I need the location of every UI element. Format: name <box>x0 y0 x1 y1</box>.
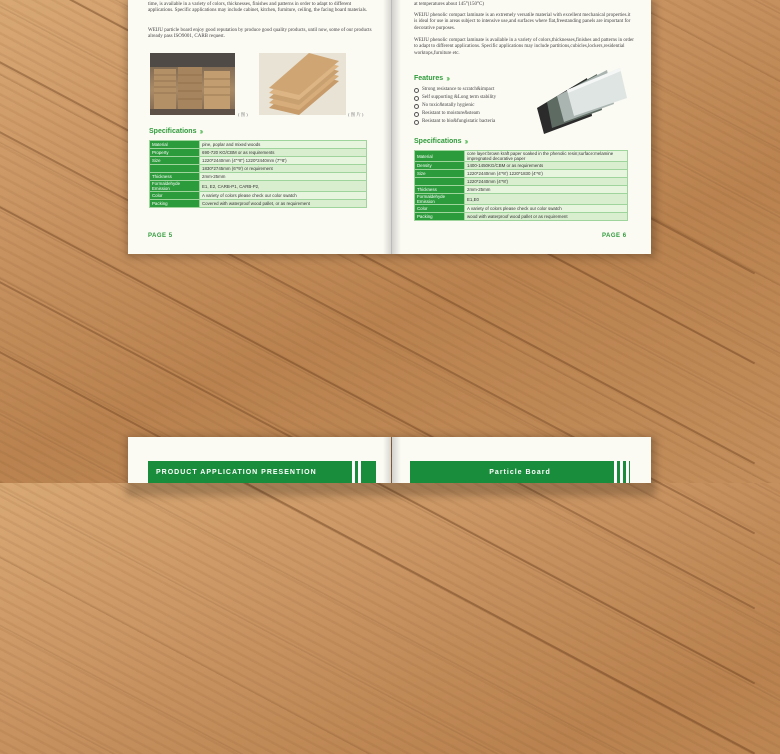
spec-value: A variety of colors please check our color swatch <box>200 192 367 200</box>
photo-caption-2: ( 图 片 ) <box>348 112 364 117</box>
left-specs-table <box>149 140 367 208</box>
bottom-brochure-gutter-shadow <box>383 437 401 483</box>
particle-board-stack-photo <box>259 53 346 115</box>
right-specs-title <box>414 137 466 146</box>
spec-row <box>415 178 628 186</box>
spec-value: 1830*2745mm (6'*9') or requirement <box>200 165 367 173</box>
particle-board-banner-text: Particle Board <box>489 468 551 476</box>
left-intro-text-2: WEIJU particle board enjoy good reputation by produce good quality products, until now, some of our products already pass ISO9001, CARB request. <box>148 28 372 40</box>
spec-key: Formaldehyde Emission <box>150 181 200 192</box>
spec-key: Material <box>415 151 465 162</box>
right-specs-title-text: Specifications <box>414 138 462 145</box>
spec-value: A variety of colors please check our color swatch <box>465 205 628 213</box>
features-title <box>414 74 448 83</box>
spec-value: pine, poplar and mixed woods <box>200 141 367 149</box>
spec-row <box>415 213 628 221</box>
spec-key: Material <box>150 141 200 149</box>
right-intro-text-3: WEIJU phenolic compact laminate is available in a variety of colors,thicknesses,finishes and patterns in order to adapt to different applications. Specific applications may include partitions,cubicles,lockers,residential worktops,furniture etc. <box>414 38 634 56</box>
spec-value: core layer:brown kraft paper soaked in the phenolic resin;surface:melamine impregnated decorative paper <box>465 151 628 162</box>
feature-item: Strong resistance to scratch&impact <box>414 86 496 94</box>
spec-row <box>415 151 628 162</box>
spec-row <box>415 194 628 205</box>
left-intro-text-1: time, is available in a variety of colors, thicknesses, finishes and patterns in order to adapt to different applications. Specific applications may include cabinet, kitchen, furniture, ceiling, the facing board materials. <box>148 2 368 14</box>
right-specs-table <box>414 150 628 221</box>
spec-key: Color <box>415 205 465 213</box>
spec-value: Covered with waterproof wood pallet, or as requirement <box>200 200 367 208</box>
floor-plank-line <box>0 330 755 754</box>
spec-row <box>415 205 628 213</box>
spec-key: Color <box>150 192 200 200</box>
spec-row <box>150 192 367 200</box>
spec-row <box>150 165 367 173</box>
banner-stripe <box>358 461 361 483</box>
spec-key: Formaldehyde Emission <box>415 194 465 205</box>
feature-item: Resistant to bio&fungistatic bacteria <box>414 118 496 126</box>
spec-value: 1400-1450KG/CBM or as requirements <box>465 162 628 170</box>
right-intro-text-1: at temperatures about 145°(150°C) <box>414 2 484 7</box>
chevrons-icon: ››› <box>446 74 449 83</box>
bottom-page-left <box>128 437 391 483</box>
spec-row <box>415 186 628 194</box>
feature-item: No toxic&totally hygienic <box>414 102 496 110</box>
bullet-icon <box>414 112 419 117</box>
spec-value: 2mm-25mm <box>200 173 367 181</box>
features-list <box>414 86 496 126</box>
spec-value: E1,E0 <box>465 194 628 205</box>
photo-caption-1: ( 图 ) <box>238 112 248 117</box>
bullet-icon <box>414 104 419 109</box>
spec-key: Packing <box>415 213 465 221</box>
spec-value: 1220*2440mm (4'*8') <box>465 178 628 186</box>
spec-key: Property <box>150 149 200 157</box>
feature-item: Self supporting &Long term stability <box>414 94 496 102</box>
warehouse-photo <box>150 53 235 115</box>
banner-stripe <box>352 461 355 483</box>
spec-key <box>150 165 200 173</box>
spec-row <box>150 181 367 192</box>
spec-row <box>150 173 367 181</box>
spec-key <box>415 178 465 186</box>
banner-stripe <box>614 461 617 483</box>
bottom-page-right <box>392 437 651 483</box>
right-page-number: PAGE 6 <box>602 233 627 239</box>
bullet-icon <box>414 120 419 125</box>
compact-laminate-panels-image <box>532 68 632 136</box>
spec-key: Thickness <box>150 173 200 181</box>
bullet-icon <box>414 88 419 93</box>
spec-row <box>415 162 628 170</box>
chevrons-icon: ››› <box>199 127 202 136</box>
spec-key: Size <box>150 157 200 165</box>
spec-row <box>415 170 628 178</box>
left-page-number: PAGE 5 <box>148 233 173 239</box>
brochure-page-right <box>392 0 651 254</box>
spec-key: Density <box>415 162 465 170</box>
banner-stripe <box>626 461 629 483</box>
spec-value: 1220*2440mm (4'*8') 1220*1830 (4'*6') <box>465 170 628 178</box>
spec-value: wood with waterproof wood pallet or as requirement <box>465 213 628 221</box>
banner-stripe <box>620 461 623 483</box>
spec-value: E1, E2, CARB-P1, CARB-P2, <box>200 181 367 192</box>
spec-key: Thickness <box>415 186 465 194</box>
spec-value: 1220*2440mm (4"*8") 1220*2440mm (7'*8') <box>200 157 367 165</box>
left-specs-title <box>149 127 201 136</box>
chevrons-icon: ››› <box>464 137 467 146</box>
brochure-gutter-shadow <box>383 0 401 254</box>
right-intro-text-2: WEIJU phenolic compact laminate is an extremely versatile material with excellent mechanical properties.it is ideal for use in areas subject to intensive use,and surfaces where flat,freestanding panels are important for decorative purposes. <box>414 13 631 31</box>
spec-key: Packing <box>150 200 200 208</box>
features-title-text: Features <box>414 75 444 82</box>
spec-row <box>150 141 367 149</box>
product-application-banner-text: PRODUCT APPLICATION PRESENTION <box>156 468 317 476</box>
feature-item: Resistant to moisture&steam <box>414 110 496 118</box>
left-specs-title-text: Specifications <box>149 128 197 135</box>
bullet-icon <box>414 96 419 101</box>
spec-value: 2mm-25mm <box>465 186 628 194</box>
spec-row <box>150 200 367 208</box>
spec-value: 690-720 KG/CBM or as requirements <box>200 149 367 157</box>
spec-row <box>150 149 367 157</box>
spec-row <box>150 157 367 165</box>
brochure-page-left <box>128 0 392 254</box>
particle-board-banner <box>410 461 630 483</box>
product-application-banner <box>148 461 376 483</box>
spec-key: Size <box>415 170 465 178</box>
